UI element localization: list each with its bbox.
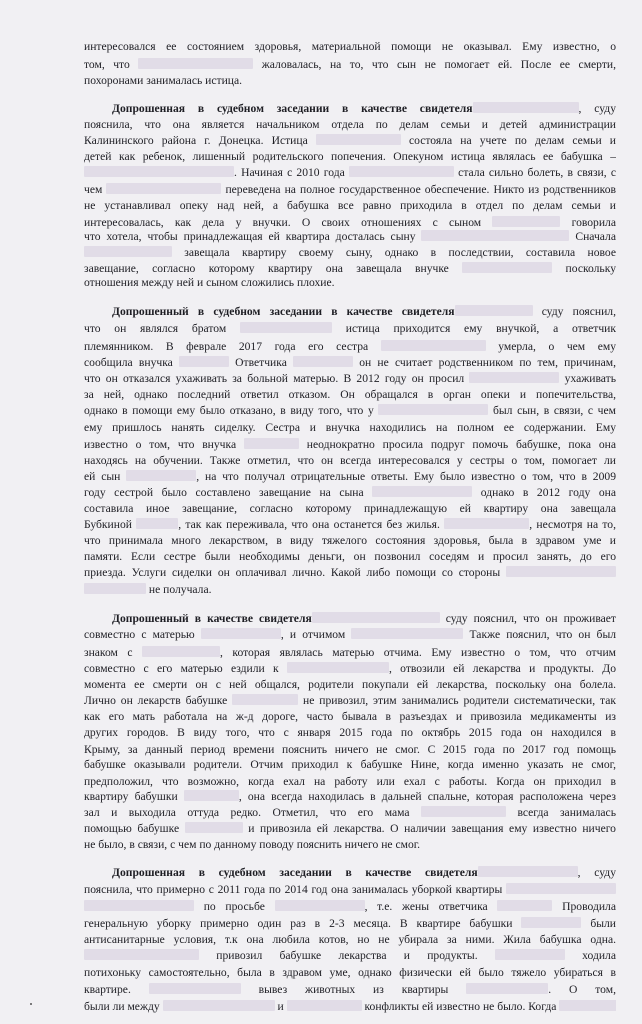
text-fragment: предположил, что возможно, когда ехал на работу или ехал с работы. Когда он приходил в	[84, 775, 616, 788]
redaction-block	[84, 583, 146, 594]
text-line	[84, 790, 616, 804]
text-fragment: пояснила, что она является начальником отдела по делам семьи и детей администрации	[84, 118, 616, 131]
redaction-block	[559, 1000, 616, 1011]
text-line	[84, 949, 616, 963]
text-fragment: всегда занималась	[505, 806, 616, 819]
text-fragment: , отвозили ей лекарства и продукты. До	[388, 662, 616, 675]
redaction-block	[106, 183, 221, 194]
redaction-block	[232, 694, 298, 705]
redaction-block	[126, 470, 196, 481]
text-fragment: он не считает родственником по тем, причинам,	[353, 356, 616, 369]
text-fragment: чем	[84, 183, 107, 196]
redaction-block	[421, 806, 506, 817]
redaction-block	[312, 612, 440, 623]
text-line	[84, 470, 616, 484]
redaction-block	[275, 900, 365, 911]
text-line	[84, 150, 616, 164]
redaction-block	[351, 628, 463, 639]
text-line	[84, 502, 616, 516]
text-line	[84, 883, 616, 897]
witness-heading: Допрошенная в судебном заседании в качестве свидетеля	[112, 866, 478, 879]
text-fragment: как его мать работала на ж-д дороге, часто бывала в разъездах и привозила медикаменты из	[84, 710, 616, 723]
text-line	[84, 726, 616, 740]
redaction-block	[84, 166, 234, 177]
text-line	[84, 454, 616, 468]
text-fragment: детей как ребенок, лишенный родительского попечения. Опекуном истица являлась ее бабушка –	[84, 150, 616, 163]
text-line	[84, 534, 616, 548]
text-line	[84, 983, 616, 997]
text-line	[84, 838, 616, 852]
text-fragment: помощью бабушке	[84, 822, 185, 835]
text-fragment: что принимала много лекарством, в виду тяжелого состояния здоровья, была в здравом уме и	[84, 534, 616, 547]
text-fragment: по просьбе	[194, 900, 275, 913]
text-line	[84, 900, 616, 914]
text-line	[84, 166, 616, 180]
text-fragment: , и отчимом	[280, 628, 352, 641]
text-fragment: что он являлся братом	[84, 322, 240, 335]
witness-heading: Допрошенная в судебном заседании в качестве свидетеля	[112, 102, 473, 115]
text-fragment: , т.е. жены ответчика	[364, 900, 498, 913]
text-fragment: бабушке оказывали родители. Отчим приходил к бабушке Нине, когда именно указать не смог,	[84, 758, 616, 771]
text-line	[84, 806, 616, 820]
text-fragment: Проводила	[552, 900, 616, 913]
text-fragment: за ней, однако последний ответил отказом. Он обращался в орган опеки и попечительства,	[84, 388, 616, 401]
redaction-block	[179, 356, 229, 367]
text-fragment: вывез животных из квартиры	[240, 983, 467, 996]
text-fragment: завещание, согласно которому квартиру она завещала внучке	[84, 262, 463, 275]
text-fragment: не было, в связи, с чем по данному поводу пояснить ничего не смог.	[84, 838, 421, 851]
text-fragment: и привозила ей лекарства. О наличии завещания ему известно ничего	[242, 822, 616, 835]
text-fragment: , на что получал отрицательные ответы. Ему было известно о том, что в 2009	[196, 470, 616, 483]
text-line	[84, 216, 616, 230]
redaction-block	[492, 216, 560, 227]
text-line	[84, 118, 616, 132]
text-fragment: квартиру бабушки	[84, 790, 184, 803]
redaction-block	[444, 518, 529, 529]
text-fragment: не привозил, этим занимались родители систематически, так	[298, 694, 616, 707]
text-fragment: пояснила, что примерно с 2011 года по 2014 год она занималась уборкой квартиры	[84, 883, 506, 896]
text-line	[84, 421, 616, 435]
redaction-block	[506, 883, 616, 894]
text-fragment: составила иное завещание, согласно которому принадлежащую ей квартиру она завещала	[84, 502, 616, 515]
text-fragment: суду пояснил, что он проживает	[439, 612, 616, 625]
text-line	[84, 404, 616, 418]
text-line	[112, 305, 616, 319]
text-fragment: поскольку	[552, 262, 616, 275]
redaction-block	[495, 949, 565, 960]
redaction-block	[497, 900, 552, 911]
text-line	[84, 775, 616, 789]
text-fragment: квартире.	[84, 983, 149, 996]
text-fragment: году сестрой было составлено завещание на сына	[84, 486, 373, 499]
text-fragment: ему пришлось нанять сиделку. Сестра и внучка находились на полном ее содержании. Ему	[84, 421, 616, 434]
text-fragment: ей сын	[84, 470, 127, 483]
text-fragment: жаловалась, на то, что сын не помогает ей. После ее смерти,	[253, 58, 616, 71]
redaction-block	[462, 262, 552, 273]
redaction-block	[185, 822, 243, 833]
text-fragment: находясь на обучении. Также отметил, что он всегда интересовался у сестры о том, помогает ли	[84, 454, 616, 467]
text-fragment: момента ее смерти он с ней общался, родители покупали ей лекарства, поскольку она болела.	[84, 678, 616, 691]
redaction-block	[84, 949, 199, 960]
redaction-block	[466, 983, 548, 994]
text-fragment: был сын, в связи, с чем	[488, 404, 616, 417]
text-line	[84, 646, 616, 660]
text-fragment: антисанитарные условия, т.к она любила котов, но не убирала за ними. Жила бабушка одна.	[84, 933, 616, 946]
text-line	[84, 340, 616, 354]
text-line	[84, 356, 616, 370]
text-fragment: совместно с матерью	[84, 628, 201, 641]
text-fragment: , которая являлась матерью отчима. Ему известно о том, что отчим	[220, 646, 616, 659]
text-fragment: потихоньку самостоятельно, была в здравом уме, однако физически ей было тяжело убираться в	[84, 966, 616, 979]
redaction-block	[201, 628, 281, 639]
text-fragment: Также пояснил, что он был	[463, 628, 616, 641]
text-fragment: не получала.	[146, 583, 212, 596]
witness-heading: Допрошенный в качестве свидетеля	[112, 612, 312, 625]
text-line	[84, 822, 616, 836]
text-line	[84, 583, 616, 597]
text-line	[84, 230, 616, 244]
text-fragment: конфликты ей известно не было. Когда	[361, 1000, 560, 1013]
text-fragment: , несмотря на то,	[529, 518, 616, 531]
text-line	[112, 102, 616, 116]
text-fragment: Лично он лекарств бабушке	[84, 694, 233, 707]
text-fragment: совместно с его матерью ездили к	[84, 662, 287, 675]
witness-heading: Допрошенный в судебном заседании в качестве свидетеля	[112, 305, 455, 318]
text-fragment: не устанавливал опеку над ней, а бабушка все равно приходила в отдел по делам семьи и	[84, 199, 616, 212]
text-line	[84, 550, 616, 564]
redaction-block	[138, 58, 253, 69]
text-fragment: , суду	[577, 866, 616, 879]
text-fragment: племянником. В феврале 2017 года его сестра	[84, 340, 381, 353]
redaction-block	[372, 486, 472, 497]
text-line	[84, 183, 616, 197]
redaction-block	[478, 866, 578, 877]
redaction-block	[378, 404, 488, 415]
redaction-block	[287, 1000, 362, 1011]
text-fragment: интересовалась, как дела у внучки. О своих отношениях с сыном	[84, 216, 493, 229]
text-fragment: приезда. Услуги сиделки он оплачивал лично. Какой либо помощи со стороны	[84, 566, 506, 579]
text-fragment: что он отказался ухаживать за больной матерью. В 2012 году он просил	[84, 372, 470, 385]
text-fragment: Сначала	[569, 230, 616, 243]
redaction-block	[473, 102, 579, 113]
text-fragment: что хотела, чтобы принадлежащая ей квартира досталась сыну	[84, 230, 422, 243]
text-fragment: неоднократно просила подруг помочь бабушке, пока она	[298, 438, 616, 451]
text-fragment: знаком с	[84, 646, 143, 659]
text-fragment: других городов. В виду того, что с января 2015 года по октябрь 2015 года он находился в	[84, 726, 616, 739]
text-fragment: Крыму, за данный период времени пояснить ничего не смог. С 2015 года по 2017 год помощь	[84, 743, 616, 756]
text-fragment: , суду	[578, 102, 616, 115]
text-fragment: известно о том, что внучка	[84, 438, 244, 451]
redaction-block	[84, 900, 194, 911]
text-fragment: , так как переживала, что она останется без жилья.	[178, 518, 445, 531]
text-fragment: суду пояснил,	[532, 305, 616, 318]
text-fragment: ходила	[564, 949, 616, 962]
text-fragment: однако в 2012 году она	[472, 486, 616, 499]
text-line	[84, 262, 616, 276]
text-fragment: похоронами занималась истица.	[84, 74, 243, 87]
text-fragment: истица приходится ему внучкой, а ответчик	[331, 322, 616, 335]
redaction-block	[381, 340, 486, 351]
redaction-block	[316, 134, 401, 145]
text-line	[84, 678, 616, 692]
redaction-block	[349, 166, 454, 177]
redaction-block	[84, 246, 172, 257]
redaction-block	[163, 1000, 275, 1011]
text-line	[84, 566, 616, 580]
text-line	[84, 662, 616, 676]
text-fragment: говорила	[560, 216, 616, 229]
text-line	[84, 933, 616, 947]
redaction-block	[287, 662, 389, 673]
redaction-block	[149, 983, 241, 994]
redaction-block	[293, 356, 353, 367]
text-fragment: , она всегда находилась в дальней спальне, которая расположена через	[238, 790, 616, 803]
text-line	[84, 438, 616, 452]
text-fragment: однако в помощи ему было отказано, в виду того, что у	[84, 404, 379, 417]
text-line	[84, 966, 616, 980]
text-line	[84, 74, 616, 88]
text-fragment: переведена на полное государственное обеспечение. Никто из родственников	[221, 183, 616, 196]
text-line	[84, 518, 616, 532]
redaction-block	[184, 790, 239, 801]
text-fragment: том, что	[84, 58, 139, 71]
text-fragment: Калининского района г. Донецка. Истица	[84, 134, 316, 147]
redaction-block	[469, 372, 559, 383]
text-fragment: . О том,	[548, 983, 616, 996]
text-line	[112, 612, 616, 626]
text-fragment: отношения между ней и сыном сложились плохие.	[84, 276, 335, 289]
text-line	[84, 743, 616, 757]
text-line	[84, 134, 616, 148]
text-fragment: умерла, о чем ему	[485, 340, 616, 353]
redaction-block	[240, 322, 332, 333]
text-line	[84, 58, 616, 72]
text-line	[84, 40, 616, 54]
text-line	[84, 710, 616, 724]
text-fragment: сообщила внучка	[84, 356, 179, 369]
text-line	[84, 486, 616, 500]
text-fragment: Ответчика	[228, 356, 294, 369]
text-fragment: состояла на учете по делам семьи и	[400, 134, 616, 147]
text-fragment: завещала квартиру своему сыну, однако в последствии, составила новое	[172, 246, 616, 259]
text-line	[84, 917, 616, 931]
scan-speck	[30, 1003, 32, 1005]
text-line	[84, 758, 616, 772]
text-fragment: привозил бабушке лекарства и продукты.	[199, 949, 495, 962]
redaction-block	[244, 438, 299, 449]
text-line	[112, 866, 616, 880]
text-fragment: . Начиная с 2010 года	[234, 166, 349, 179]
redaction-block	[506, 566, 616, 577]
text-line	[84, 372, 616, 386]
redaction-block	[421, 230, 569, 241]
text-fragment: стала сильно болеть, в связи, с	[453, 166, 616, 179]
redaction-block	[136, 518, 178, 529]
text-fragment: интересовался ее состоянием здоровья, материальной помощи не оказывал. Ему известно, о	[84, 40, 616, 53]
text-fragment: Бубкиной	[84, 518, 137, 531]
text-fragment: памяти. Если сестре были необходимы деньги, он позвонил соседям и просил занять, до его	[84, 550, 616, 563]
text-fragment: были ли между	[84, 1000, 163, 1013]
redaction-block	[455, 305, 533, 316]
text-line	[84, 199, 616, 213]
text-fragment: были	[581, 917, 616, 930]
text-line	[84, 1000, 616, 1014]
text-line	[84, 276, 616, 290]
text-line	[84, 694, 616, 708]
text-line	[84, 628, 616, 642]
text-line	[84, 246, 616, 260]
text-fragment: ухаживать	[559, 372, 616, 385]
text-line	[84, 388, 616, 402]
redaction-block	[521, 917, 581, 928]
text-fragment: зал и выходила оттуда редко. Отметил, что его мама	[84, 806, 421, 819]
text-line	[84, 322, 616, 336]
text-fragment: генеральную уборку примерно один раз в 2-3 месяца. В квартире бабушки	[84, 917, 522, 930]
redaction-block	[142, 646, 220, 657]
text-fragment: и	[274, 1000, 287, 1013]
